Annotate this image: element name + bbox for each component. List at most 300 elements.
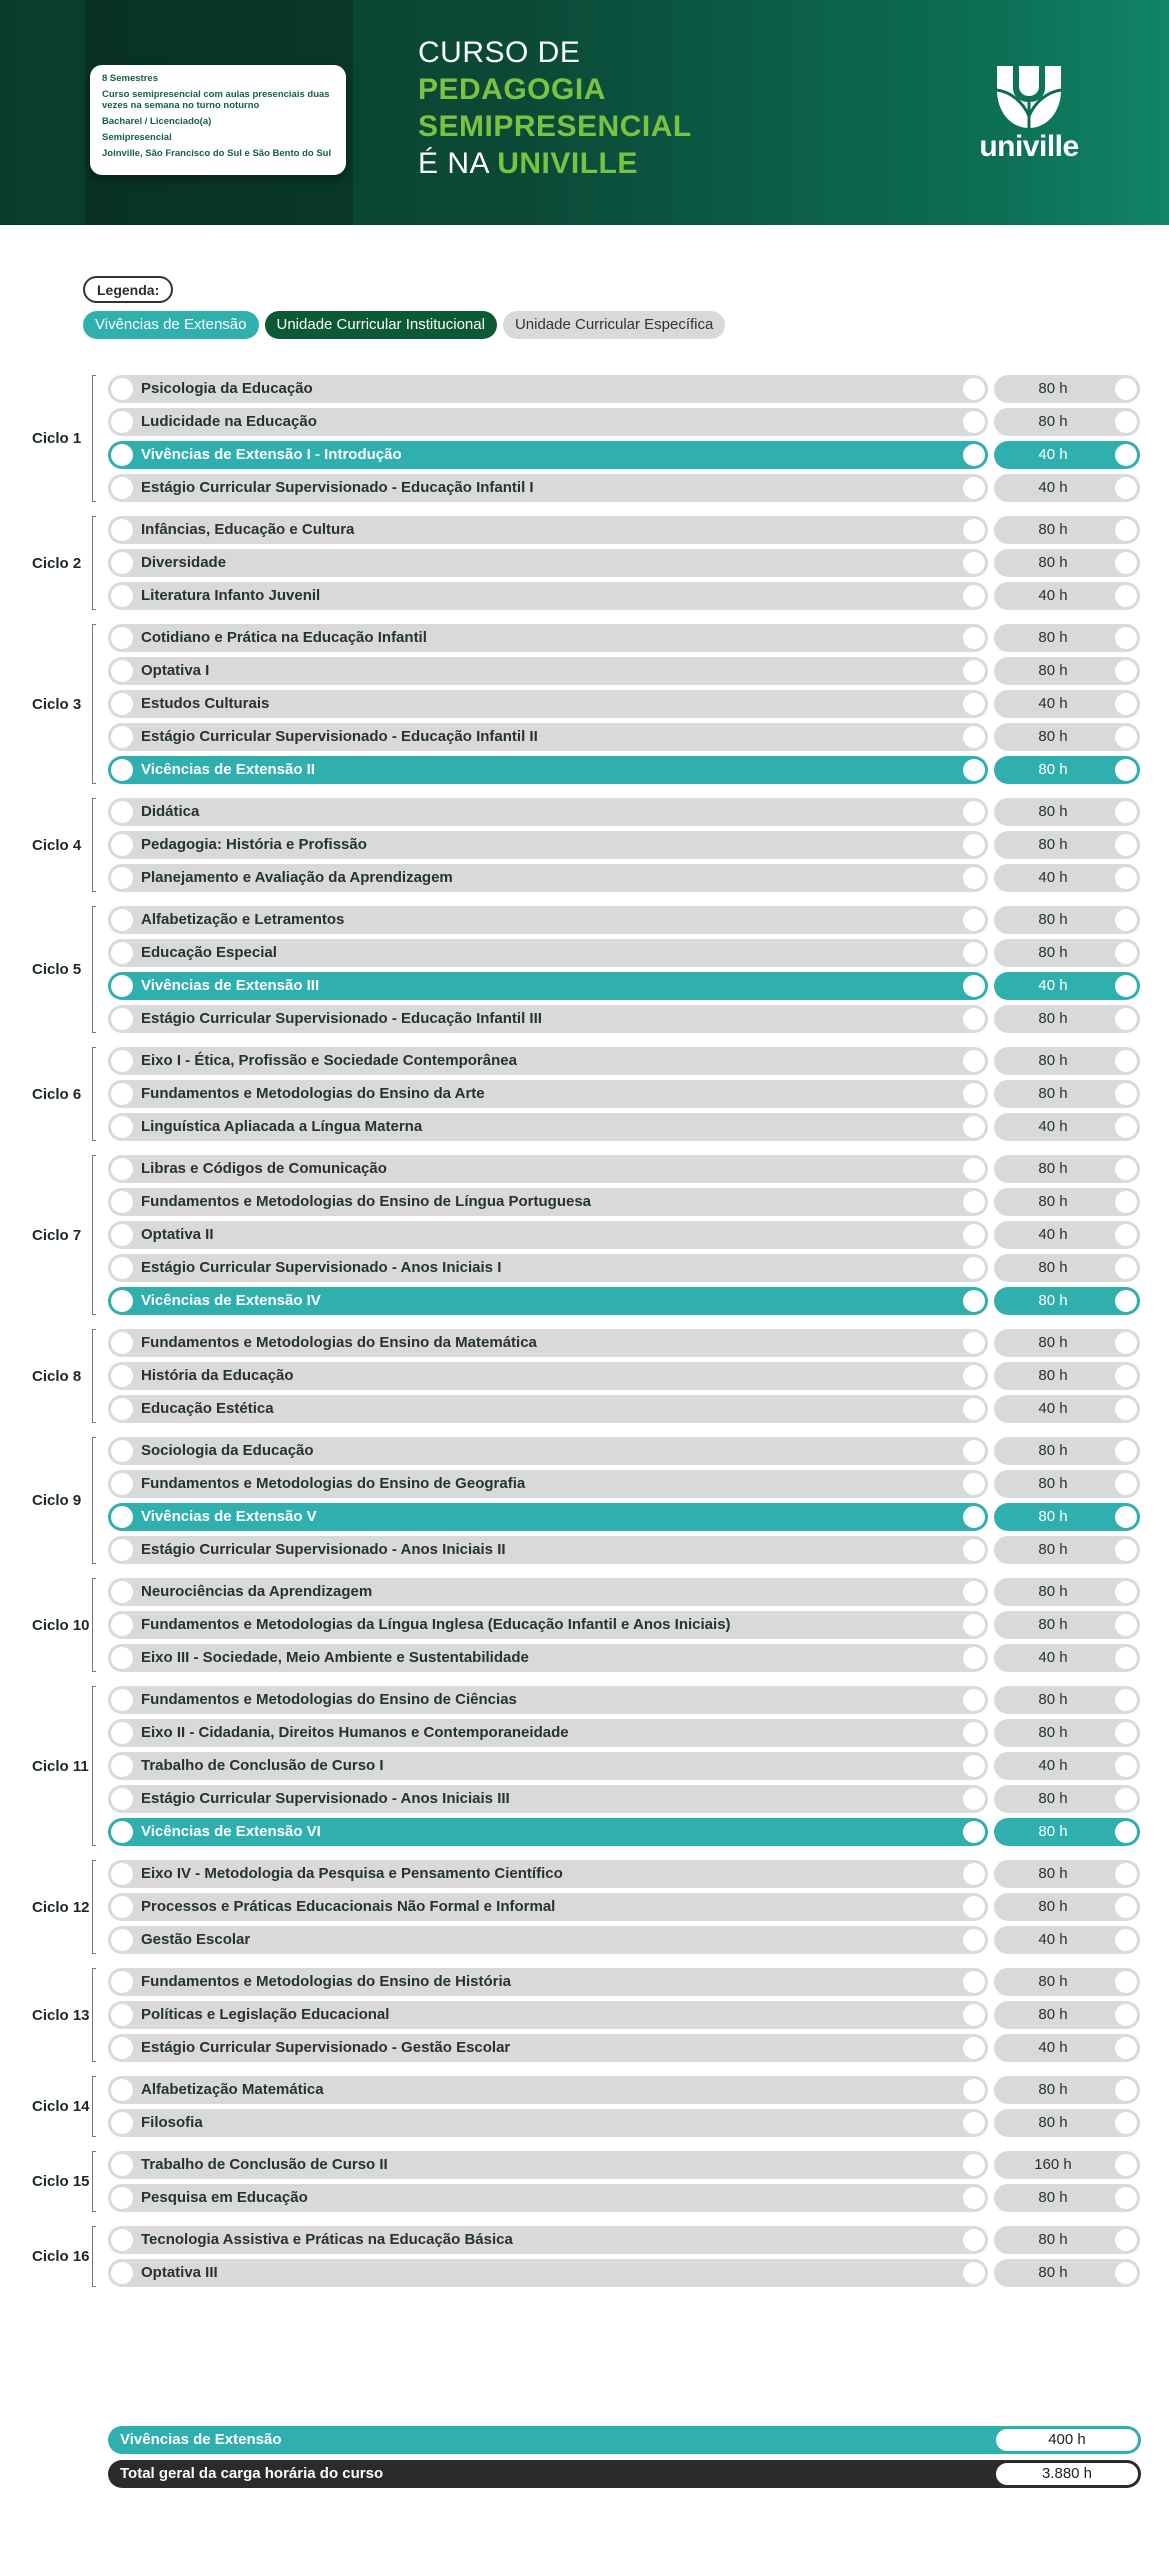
hours-dot-icon [1115, 2112, 1137, 2134]
cycle-label: Ciclo 8 [32, 1367, 82, 1385]
subject-name: Didática [141, 803, 200, 820]
end-dot-icon [963, 1971, 985, 1993]
cycle-rows [108, 1329, 1140, 1423]
hours-pill [994, 1926, 1140, 1954]
cycle-rows [108, 2226, 1140, 2287]
hours-value: 80 h [1038, 2231, 1068, 2248]
subject-name: Optativa III [141, 2264, 218, 2281]
subject-name: Estágio Curricular Supervisionado - Anos Iniciais I [141, 1259, 502, 1276]
subject-pill [108, 1254, 988, 1282]
hours-dot-icon [1115, 1158, 1137, 1180]
hours-dot-icon [1115, 627, 1137, 649]
end-dot-icon [963, 2037, 985, 2059]
hours-dot-icon [1115, 2262, 1137, 2284]
subject-row [108, 1221, 1140, 1249]
bullet-icon [111, 1365, 133, 1387]
subject-name: Alfabetização e Letramentos [141, 911, 345, 928]
bullet-icon [111, 2229, 133, 2251]
subject-pill [108, 1611, 988, 1639]
extension-total-label: Vivências de Extensão [120, 2431, 282, 2448]
bullet-icon [111, 2004, 133, 2026]
subject-pill [108, 474, 988, 502]
cycle-label: Ciclo 5 [32, 961, 82, 978]
end-dot-icon [963, 627, 985, 649]
cycle-group [0, 516, 1169, 610]
subject-name: História da Educação [141, 1367, 294, 1384]
subject-pill [108, 2184, 988, 2212]
end-dot-icon [963, 1689, 985, 1711]
subject-name: Optativa II [141, 1226, 214, 1243]
bullet-icon [111, 2112, 133, 2134]
subject-pill [108, 1437, 988, 1465]
subject-row [108, 2184, 1140, 2212]
bullet-icon [111, 2262, 133, 2284]
subject-name: Psicologia da Educação [141, 380, 313, 397]
hours-value: 80 h [1038, 1160, 1068, 1177]
hours-dot-icon [1115, 1896, 1137, 1918]
subject-name: Estágio Curricular Supervisionado - Educação Infantil III [141, 1010, 542, 1027]
bullet-icon [111, 585, 133, 607]
cycle-bracket [92, 375, 96, 502]
hours-dot-icon [1115, 1083, 1137, 1105]
subject-row [108, 798, 1140, 826]
subject-name: Ludicidade na Educação [141, 413, 317, 430]
cycle-label: Ciclo 15 [32, 2173, 90, 2190]
subject-name: Pesquisa em Educação [141, 2189, 308, 2206]
hours-value: 40 h [1038, 1400, 1068, 1417]
course-info-card [90, 65, 346, 175]
subject-pill [108, 1113, 988, 1141]
hours-value: 80 h [1038, 761, 1068, 778]
hours-pill [994, 2259, 1140, 2287]
hours-pill [994, 1719, 1140, 1747]
hours-value: 80 h [1038, 836, 1068, 853]
subject-row [108, 723, 1140, 751]
hours-dot-icon [1115, 1473, 1137, 1495]
hours-pill [994, 441, 1140, 469]
hours-dot-icon [1115, 1863, 1137, 1885]
subject-pill [108, 624, 988, 652]
hours-pill [994, 2226, 1140, 2254]
hours-value: 80 h [1038, 1691, 1068, 1708]
hours-value: 80 h [1038, 1442, 1068, 1459]
hours-pill [994, 972, 1140, 1000]
subject-pill [108, 939, 988, 967]
title-line-4 [418, 145, 692, 182]
subject-name: Vivências de Extensão V [141, 1508, 317, 1525]
title-line-3: SEMIPRESENCIAL [418, 110, 692, 143]
hours-dot-icon [1115, 867, 1137, 889]
cycle-bracket [92, 2226, 96, 2287]
bullet-icon [111, 1191, 133, 1213]
hours-pill [994, 657, 1140, 685]
bullet-icon [111, 444, 133, 466]
hours-pill [994, 1470, 1140, 1498]
hours-dot-icon [1115, 1290, 1137, 1312]
hours-pill [994, 1785, 1140, 1813]
bullet-icon [111, 1539, 133, 1561]
hours-dot-icon [1115, 1224, 1137, 1246]
hours-pill [994, 624, 1140, 652]
subject-name: Fundamentos e Metodologias do Ensino de Ciências [141, 1691, 517, 1708]
hours-value: 80 h [1038, 1973, 1068, 1990]
subject-row [108, 1818, 1140, 1846]
end-dot-icon [963, 444, 985, 466]
hours-pill [994, 2109, 1140, 2137]
page-title [418, 34, 692, 182]
hours-dot-icon [1115, 519, 1137, 541]
subject-name: Literatura Infanto Juvenil [141, 587, 321, 604]
cycle-bracket [92, 2151, 96, 2212]
hours-pill [994, 2076, 1140, 2104]
hours-pill [994, 2184, 1140, 2212]
hours-dot-icon [1115, 1722, 1137, 1744]
hours-pill [994, 1503, 1140, 1531]
cycle-bracket [92, 2076, 96, 2137]
subject-row [108, 1113, 1140, 1141]
subject-name: Cotidiano e Prática na Educação Infantil [141, 629, 427, 646]
subject-pill [108, 1752, 988, 1780]
subject-row [108, 1362, 1140, 1390]
cycle-rows [108, 624, 1140, 784]
hours-dot-icon [1115, 2004, 1137, 2026]
hours-pill [994, 1287, 1140, 1315]
end-dot-icon [963, 1614, 985, 1636]
hours-value: 80 h [1038, 2114, 1068, 2131]
subject-row [108, 2151, 1140, 2179]
hours-pill [994, 723, 1140, 751]
legend [83, 311, 725, 339]
subject-name: Fundamentos e Metodologias da Língua Inglesa (Educação Infantil e Anos Iniciais) [141, 1616, 731, 1633]
hours-dot-icon [1115, 801, 1137, 823]
hours-dot-icon [1115, 942, 1137, 964]
end-dot-icon [963, 1506, 985, 1528]
hours-dot-icon [1115, 1506, 1137, 1528]
hours-dot-icon [1115, 2229, 1137, 2251]
subject-pill [108, 1818, 988, 1846]
hours-pill [994, 864, 1140, 892]
end-dot-icon [963, 1224, 985, 1246]
hours-dot-icon [1115, 975, 1137, 997]
hours-value: 40 h [1038, 587, 1068, 604]
hours-dot-icon [1115, 1539, 1137, 1561]
bullet-icon [111, 1257, 133, 1279]
subject-name: Fundamentos e Metodologias do Ensino da Arte [141, 1085, 485, 1102]
subject-name: Trabalho de Conclusão de Curso I [141, 1757, 384, 1774]
subject-pill [108, 408, 988, 436]
end-dot-icon [963, 1083, 985, 1105]
end-dot-icon [963, 909, 985, 931]
subject-row [108, 1860, 1140, 1888]
grand-total-row [108, 2460, 1141, 2488]
hours-value: 80 h [1038, 380, 1068, 397]
hours-pill [994, 408, 1140, 436]
hours-dot-icon [1115, 2187, 1137, 2209]
cycle-rows [108, 1155, 1140, 1315]
subject-row [108, 657, 1140, 685]
end-dot-icon [963, 1929, 985, 1951]
subject-name: Eixo I - Ética, Profissão e Sociedade Contemporânea [141, 1052, 517, 1069]
info-schedule: Curso semipresencial com aulas presenciais duas vezes na semana no turno noturno [102, 89, 330, 111]
end-dot-icon [963, 759, 985, 781]
bullet-icon [111, 1008, 133, 1030]
hours-value: 80 h [1038, 803, 1068, 820]
hours-pill [994, 1752, 1140, 1780]
subject-pill [108, 1155, 988, 1183]
bullet-icon [111, 759, 133, 781]
bullet-icon [111, 1689, 133, 1711]
cycle-rows [108, 1686, 1140, 1846]
cycle-bracket [92, 624, 96, 784]
hours-value: 80 h [1038, 2264, 1068, 2281]
hours-dot-icon [1115, 1191, 1137, 1213]
cycle-label: Ciclo 2 [32, 554, 82, 572]
end-dot-icon [963, 1581, 985, 1603]
bullet-icon [111, 1158, 133, 1180]
subject-row [108, 516, 1140, 544]
subject-name: Vicências de Extensão VI [141, 1823, 321, 1840]
hours-pill [994, 1188, 1140, 1216]
subject-pill [108, 864, 988, 892]
subject-row [108, 906, 1140, 934]
subject-row [108, 375, 1140, 403]
subject-pill [108, 2001, 988, 2029]
subject-name: Vicências de Extensão II [141, 761, 315, 778]
bullet-icon [111, 1971, 133, 1993]
subject-row [108, 1893, 1140, 1921]
totals [108, 2426, 1141, 2494]
bullet-icon [111, 2079, 133, 2101]
cycle-label: Ciclo 9 [32, 1492, 82, 1509]
subject-name: Infâncias, Educação e Cultura [141, 521, 355, 538]
subject-row [108, 1785, 1140, 1813]
subject-row [108, 408, 1140, 436]
hours-value: 80 h [1038, 1193, 1068, 1210]
legend-title: Legenda: [83, 276, 173, 303]
hours-value: 80 h [1038, 1790, 1068, 1807]
info-semesters: 8 Semestres [102, 73, 158, 84]
subject-name: Estágio Curricular Supervisionado - Educação Infantil I [141, 479, 534, 496]
subject-pill [108, 723, 988, 751]
hours-value: 80 h [1038, 944, 1068, 961]
hours-value: 80 h [1038, 1334, 1068, 1351]
end-dot-icon [963, 1647, 985, 1669]
subject-name: Neurociências da Aprendizagem [141, 1583, 373, 1600]
bullet-icon [111, 1581, 133, 1603]
subject-row [108, 2001, 1140, 2029]
cycle-rows [108, 1578, 1140, 1672]
subject-name: Processos e Práticas Educacionais Não Formal e Informal [141, 1898, 556, 1915]
hours-dot-icon [1115, 1365, 1137, 1387]
bullet-icon [111, 1116, 133, 1138]
hours-dot-icon [1115, 693, 1137, 715]
subject-pill [108, 1860, 988, 1888]
end-dot-icon [963, 1050, 985, 1072]
subject-row [108, 690, 1140, 718]
title-line-1: CURSO DE [418, 36, 581, 69]
subject-row [108, 1080, 1140, 1108]
end-dot-icon [963, 1863, 985, 1885]
cycle-group [0, 1155, 1169, 1315]
bullet-icon [111, 1440, 133, 1462]
end-dot-icon [963, 2229, 985, 2251]
title-line-4-brand: UNIVILLE [497, 147, 638, 180]
bullet-icon [111, 1506, 133, 1528]
subject-pill [108, 1188, 988, 1216]
end-dot-icon [963, 1257, 985, 1279]
hours-pill [994, 582, 1140, 610]
cycle-label: Ciclo 10 [32, 1616, 90, 1634]
subject-pill [108, 2076, 988, 2104]
end-dot-icon [963, 2262, 985, 2284]
subject-row [108, 2226, 1140, 2254]
cycle-bracket [92, 906, 96, 1033]
hours-dot-icon [1115, 1050, 1137, 1072]
cycle-label: Ciclo 4 [32, 836, 82, 854]
hours-value: 80 h [1038, 1724, 1068, 1741]
end-dot-icon [963, 942, 985, 964]
subject-name: Trabalho de Conclusão de Curso II [141, 2156, 388, 2173]
bullet-icon [111, 801, 133, 823]
title-line-4-prefix: É NA [418, 147, 489, 180]
hours-value: 80 h [1038, 1865, 1068, 1882]
subject-pill [108, 1536, 988, 1564]
hours-dot-icon [1115, 834, 1137, 856]
subject-name: Estágio Curricular Supervisionado - Anos Iniciais III [141, 1790, 510, 1807]
end-dot-icon [963, 552, 985, 574]
subject-row [108, 1155, 1140, 1183]
end-dot-icon [963, 726, 985, 748]
logo-wordmark: univille [979, 130, 1079, 163]
hours-pill [994, 906, 1140, 934]
cycle-label: Ciclo 16 [32, 2248, 90, 2265]
end-dot-icon [963, 2004, 985, 2026]
hours-pill [994, 1644, 1140, 1672]
hours-dot-icon [1115, 585, 1137, 607]
bullet-icon [111, 1788, 133, 1810]
hours-value: 160 h [1034, 2156, 1072, 2173]
cycle-group [0, 1686, 1169, 1846]
hours-value: 80 h [1038, 2189, 1068, 2206]
subject-row [108, 1047, 1140, 1075]
extension-total-row [108, 2426, 1141, 2454]
end-dot-icon [963, 1290, 985, 1312]
cycle-group [0, 624, 1169, 784]
cycle-bracket [92, 798, 96, 892]
hours-pill [994, 1329, 1140, 1357]
bullet-icon [111, 477, 133, 499]
hours-value: 80 h [1038, 1292, 1068, 1309]
subject-row [108, 756, 1140, 784]
subject-row [108, 831, 1140, 859]
info-modality: Semipresencial [102, 132, 172, 143]
hours-pill [994, 2001, 1140, 2029]
hours-pill [994, 1254, 1140, 1282]
hours-value: 80 h [1038, 1541, 1068, 1558]
cycle-bracket [92, 1686, 96, 1846]
subject-pill [108, 1005, 988, 1033]
subject-pill [108, 1080, 988, 1108]
subject-pill [108, 582, 988, 610]
end-dot-icon [963, 1158, 985, 1180]
hours-dot-icon [1115, 444, 1137, 466]
hours-dot-icon [1115, 660, 1137, 682]
subject-row [108, 2109, 1140, 2137]
hours-value: 80 h [1038, 1085, 1068, 1102]
subject-pill [108, 1719, 988, 1747]
end-dot-icon [963, 1896, 985, 1918]
hours-value: 80 h [1038, 1616, 1068, 1633]
subject-name: Tecnologia Assistiva e Práticas na Educação Básica [141, 2231, 513, 2248]
end-dot-icon [963, 1398, 985, 1420]
subject-row [108, 582, 1140, 610]
subject-pill [108, 549, 988, 577]
hours-dot-icon [1115, 909, 1137, 931]
cycle-rows [108, 1047, 1140, 1141]
end-dot-icon [963, 693, 985, 715]
bullet-icon [111, 1398, 133, 1420]
hours-value: 80 h [1038, 728, 1068, 745]
bullet-icon [111, 867, 133, 889]
cycle-group [0, 1437, 1169, 1564]
bullet-icon [111, 2187, 133, 2209]
end-dot-icon [963, 1755, 985, 1777]
subject-pill [108, 1926, 988, 1954]
end-dot-icon [963, 1008, 985, 1030]
cycle-group [0, 1329, 1169, 1423]
bullet-icon [111, 1050, 133, 1072]
subject-name: Vivências de Extensão III [141, 977, 320, 994]
subject-row [108, 2034, 1140, 2062]
subject-row [108, 1719, 1140, 1747]
cycle-label: Ciclo 3 [32, 695, 82, 713]
hours-value: 80 h [1038, 1367, 1068, 1384]
end-dot-icon [963, 1473, 985, 1495]
subject-row [108, 1503, 1140, 1531]
bullet-icon [111, 1821, 133, 1843]
hours-dot-icon [1115, 1398, 1137, 1420]
hours-value: 40 h [1038, 479, 1068, 496]
hours-dot-icon [1115, 552, 1137, 574]
subject-name: Gestão Escolar [141, 1931, 251, 1948]
subject-name: Eixo II - Cidadania, Direitos Humanos e Contemporaneidade [141, 1724, 569, 1741]
hours-value: 80 h [1038, 2081, 1068, 2098]
hours-dot-icon [1115, 1116, 1137, 1138]
cycle-bracket [92, 1329, 96, 1423]
subject-pill [108, 657, 988, 685]
subject-pill [108, 1785, 988, 1813]
end-dot-icon [963, 834, 985, 856]
subject-pill [108, 1395, 988, 1423]
header-banner [0, 0, 1169, 225]
hours-value: 40 h [1038, 2039, 1068, 2056]
cycle-group [0, 2076, 1169, 2137]
cycle-group [0, 375, 1169, 502]
end-dot-icon [963, 2079, 985, 2101]
hours-dot-icon [1115, 378, 1137, 400]
end-dot-icon [963, 1332, 985, 1354]
subject-row [108, 441, 1140, 469]
bullet-icon [111, 1929, 133, 1951]
hours-value: 80 h [1038, 2006, 1068, 2023]
subject-pill [108, 1686, 988, 1714]
cycle-label: Ciclo 13 [32, 2006, 90, 2024]
subject-pill [108, 2109, 988, 2137]
bullet-icon [111, 1722, 133, 1744]
subject-row [108, 474, 1140, 502]
end-dot-icon [963, 1440, 985, 1462]
bullet-icon [111, 552, 133, 574]
